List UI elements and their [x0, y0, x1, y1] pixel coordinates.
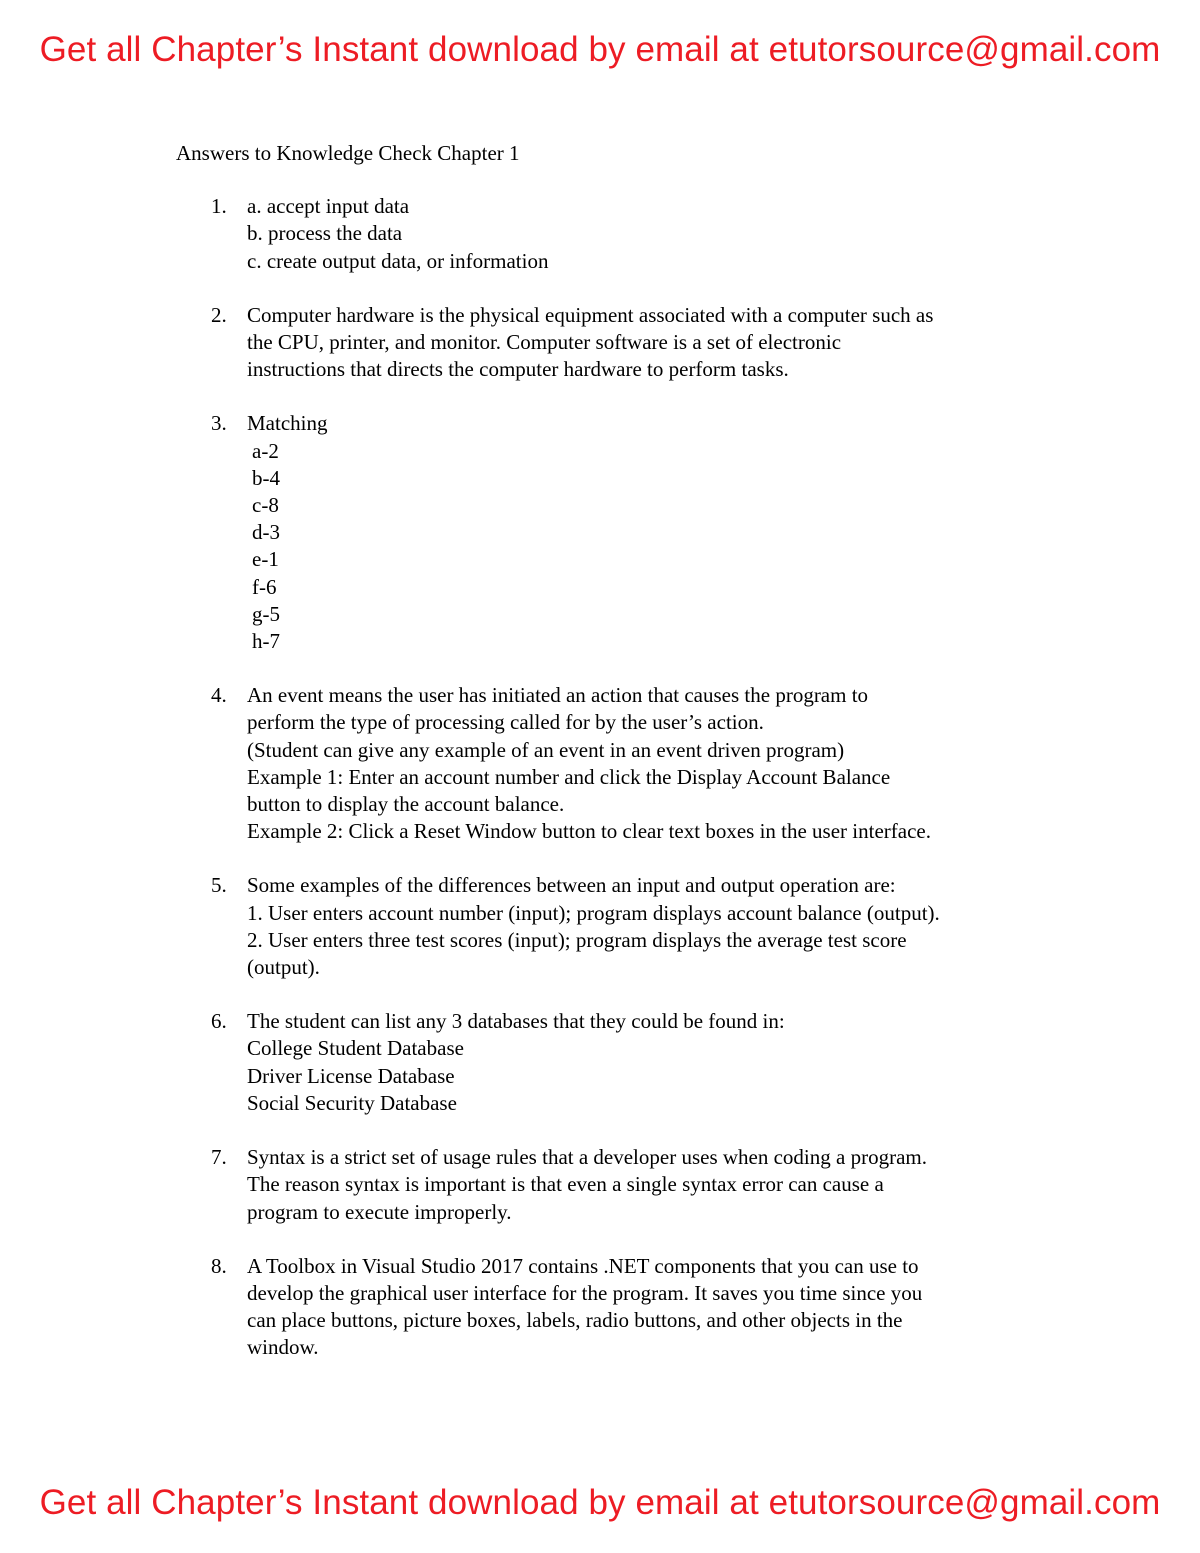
- answer-line: Example 1: Enter an account number and click the Display Account Balance: [247, 764, 891, 789]
- document-title: Answers to Knowledge Check Chapter 1: [176, 141, 520, 165]
- answer-number: 2.: [211, 302, 227, 327]
- answer-item-8: [176, 1253, 1036, 1362]
- answer-line: 2. User enters three test scores (input); program displays the average test score: [247, 927, 907, 952]
- answer-line: Syntax is a strict set of usage rules that a developer uses when coding a program.: [247, 1145, 927, 1170]
- answer-line: Some examples of the differences between an input and output operation are:: [247, 873, 896, 898]
- answer-item-2: [176, 302, 1036, 384]
- answer-line: button to display the account balance.: [247, 792, 565, 817]
- answer-line: develop the graphical user interface for the program. It saves you time since you: [247, 1280, 923, 1305]
- answer-item-3: [176, 410, 1036, 655]
- answer-number: 4.: [211, 683, 227, 708]
- answer-line: the CPU, printer, and monitor. Computer software is a set of electronic: [247, 330, 842, 355]
- answer-line: instructions that directs the computer hardware to perform tasks.: [247, 357, 789, 382]
- bottom-promo-banner: Get all Chapter’s Instant download by email at etutorsource@gmail.com: [39, 1483, 1161, 1522]
- match-pair: d-3: [252, 520, 280, 545]
- match-pair: b-4: [252, 465, 280, 490]
- answer-line: (Student can give any example of an event in an event driven program): [247, 737, 845, 762]
- answer-line: Matching: [247, 411, 328, 436]
- answer-item-4: [176, 682, 1036, 845]
- answer-line: window.: [247, 1335, 319, 1360]
- match-pair: a-2: [252, 438, 279, 463]
- top-promo-banner: Get all Chapter’s Instant download by email at etutorsource@gmail.com: [39, 30, 1161, 69]
- match-pair: e-1: [252, 547, 279, 572]
- answer-item-7: [176, 1144, 1036, 1226]
- answer-list: [176, 193, 1036, 1361]
- answer-item-5: [176, 872, 1036, 981]
- answer-line: The reason syntax is important is that even a single syntax error can cause a: [247, 1172, 884, 1197]
- answer-number: 3.: [211, 411, 227, 436]
- answer-line: perform the type of processing called for by the user’s action.: [247, 710, 764, 735]
- answer-line: Driver License Database: [247, 1063, 455, 1088]
- answer-number: 5.: [211, 873, 227, 898]
- answer-item-6: [176, 1008, 1036, 1117]
- answer-line: The student can list any 3 databases that they could be found in:: [247, 1009, 785, 1034]
- answer-line: can place buttons, picture boxes, labels, radio buttons, and other objects in the: [247, 1308, 903, 1333]
- match-pair: h-7: [252, 629, 280, 654]
- match-pair: f-6: [252, 574, 277, 599]
- answer-number: 6.: [211, 1009, 227, 1034]
- answer-line: program to execute improperly.: [247, 1199, 512, 1224]
- document-body: [176, 140, 1036, 1389]
- answer-line: College Student Database: [247, 1036, 464, 1061]
- match-pair: g-5: [252, 601, 280, 626]
- answer-line: a. accept input data: [247, 194, 410, 219]
- answer-number: 1.: [211, 194, 227, 219]
- answer-line: An event means the user has initiated an action that causes the program to: [247, 683, 869, 708]
- answer-number: 7.: [211, 1145, 227, 1170]
- match-pair: c-8: [252, 493, 279, 518]
- answer-line: Social Security Database: [247, 1090, 457, 1115]
- answer-line: 1. User enters account number (input); program displays account balance (output).: [247, 900, 940, 925]
- answer-line: Computer hardware is the physical equipment associated with a computer such as: [247, 302, 934, 327]
- answer-line: A Toolbox in Visual Studio 2017 contains .NET components that you can use to: [247, 1253, 919, 1278]
- answer-line: c. create output data, or information: [247, 248, 549, 273]
- answer-line: (output).: [247, 955, 320, 980]
- answer-number: 8.: [211, 1253, 227, 1278]
- answer-line: b. process the data: [247, 221, 403, 246]
- answer-item-1: [176, 193, 1036, 275]
- answer-line: Example 2: Click a Reset Window button to clear text boxes in the user interface.: [247, 819, 931, 844]
